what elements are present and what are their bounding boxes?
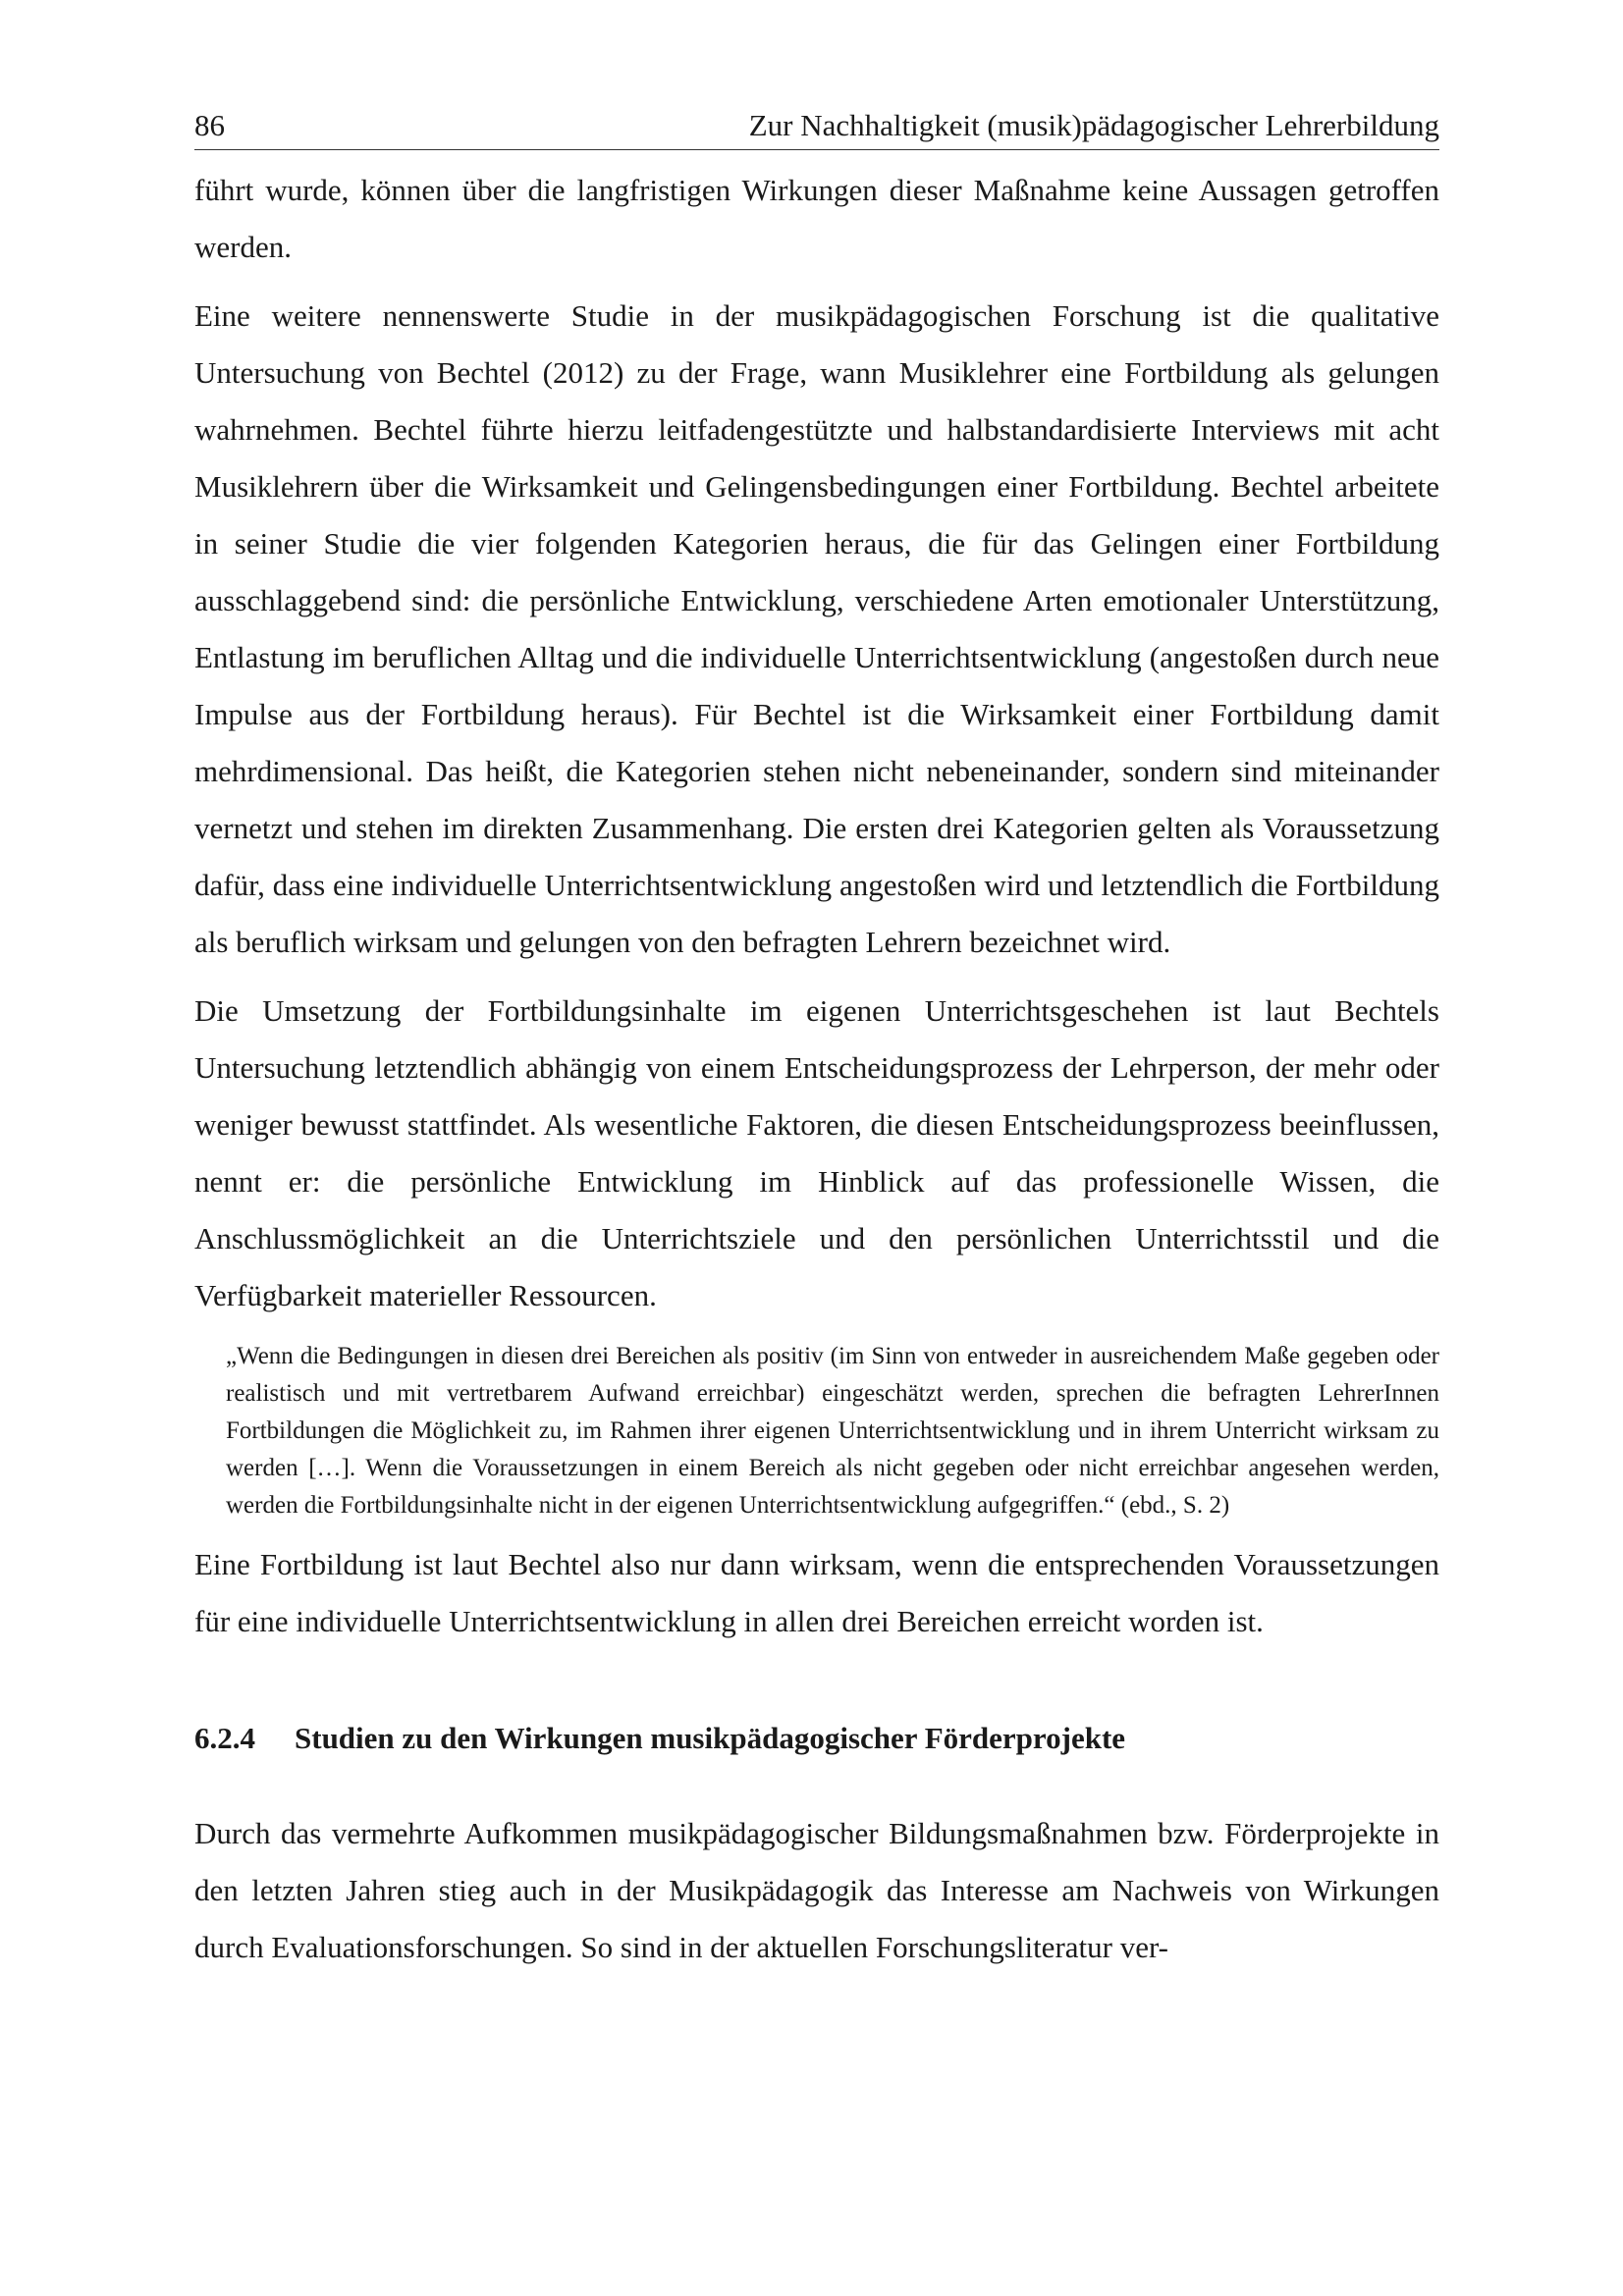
running-title: Zur Nachhaltigkeit (musik)pädagogischer Lehrerbildung — [748, 108, 1439, 142]
section-heading — [194, 1719, 1439, 1758]
section-number: 6.2.4 — [194, 1721, 255, 1755]
running-header — [194, 106, 1439, 150]
section-title: Studien zu den Wirkungen musikpädagogischer Förderprojekte — [295, 1721, 1126, 1755]
block-quote: „Wenn die Bedingungen in diesen drei Bereichen als positiv (im Sinn von entweder in ausreichendem Maße gegeben oder realistisch und mit vertretbarem Aufwand erreichbar) eingeschätzt werden, sprechen die befragten LehrerInnen Fortbildungen die Möglichkeit zu, im Rahmen ihrer eigenen Unterrichtsentwicklung und in ihrem Unterricht wirksam zu werden […]. Wenn die Voraussetzungen in einem Bereich als nicht gegeben oder nicht erreichbar angesehen werden, werden die Fortbildungsinhalte nicht in der eigenen Unterrichtsentwicklung aufgegriffen.“ (ebd., S. 2) — [226, 1343, 1439, 1519]
paragraph-3: Die Umsetzung der Fortbildungsinhalte im eigenen Unterrichtsgeschehen ist laut Bechtels Untersuchung letztendlich abhängig von einem Entscheidungsprozess der Lehrperson, der mehr oder weniger bewusst stattfindet. Als wesentliche Faktoren, die diesen Entscheidungsprozess beeinflussen, nennt er: die persönliche Entwicklung im Hinblick auf das professionelle Wissen, die Anschlussmöglichkeit an die Unterrichtsziele und den persönlichen Unterrichtsstil und die Verfügbarkeit materieller Ressourcen. — [194, 993, 1439, 1312]
paragraph-5: Durch das vermehrte Aufkommen musikpädagogischer Bildungsmaßnahmen bzw. Förderprojekte in den letzten Jahren stieg auch in der Musikpädagogik das Interesse am Nachweis von Wirkungen durch Evaluationsforschungen. So sind in der aktuellen Forschungsliteratur ver- — [194, 1816, 1439, 1964]
page-number: 86 — [194, 108, 225, 142]
document-page — [194, 106, 1439, 1976]
paragraph-1: führt wurde, können über die langfristigen Wirkungen dieser Maßnahme keine Aussagen getroffen werden. — [194, 173, 1439, 264]
paragraph-2: Eine weitere nennenswerte Studie in der musikpädagogischen Forschung ist die qualitative Untersuchung von Bechtel (2012) zu der Frage, wann Musiklehrer eine Fortbildung als gelungen wahrnehmen. Bechtel führte hierzu leitfadengestützte und halbstandardisierte Interviews mit acht Musiklehrern über die Wirksamkeit und Gelingensbedingungen einer Fortbildung. Bechtel arbeitete in seiner Studie die vier folgenden Kategorien heraus, die für das Gelingen einer Fortbildung ausschlaggebend sind: die persönliche Entwicklung, verschiedene Arten emotionaler Unterstützung, Entlastung im beruflichen Alltag und die individuelle Unterrichtsentwicklung (angestoßen durch neue Impulse aus der Fortbildung heraus). Für Bechtel ist die Wirksamkeit einer Fortbildung damit mehrdimensional. Das heißt, die Kategorien stehen nicht nebeneinander, sondern sind miteinander vernetzt und stehen im direkten Zusammenhang. Die ersten drei Kategorien gelten als Voraussetzung dafür, dass eine individuelle Unterrichtsentwicklung angestoßen wird und letztendlich die Fortbildung als beruflich wirksam und gelungen von den befragten Lehrern bezeichnet wird. — [194, 298, 1439, 959]
paragraph-4: Eine Fortbildung ist laut Bechtel also nur dann wirksam, wenn die entsprechenden Voraussetzungen für eine individuelle Unterrichtsentwicklung in allen drei Bereichen erreicht worden ist. — [194, 1547, 1439, 1638]
